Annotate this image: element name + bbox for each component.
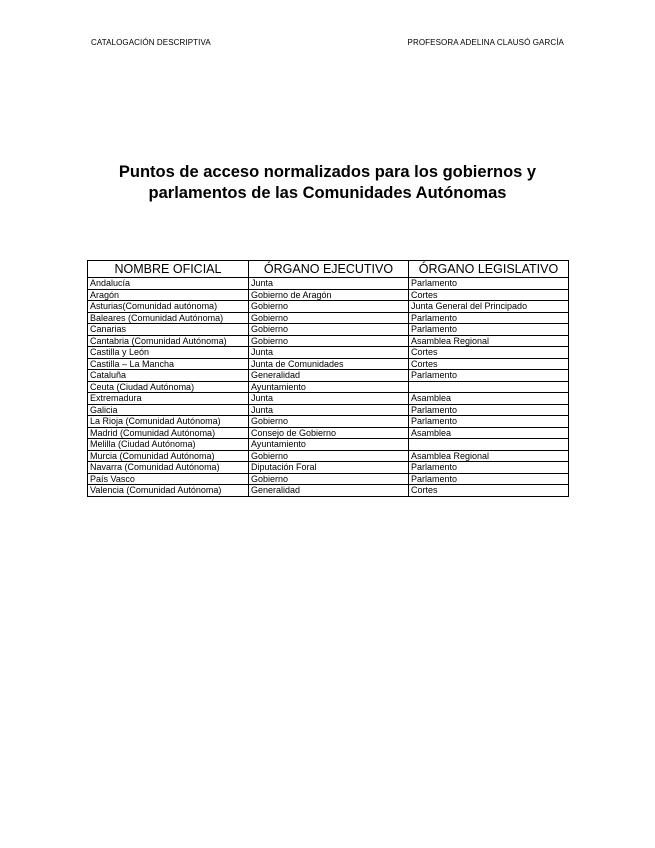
cell-organo-ejecutivo: Gobierno xyxy=(249,473,409,485)
table-row xyxy=(88,278,569,290)
cell-organo-ejecutivo: Junta xyxy=(249,404,409,416)
cell-organo-legislativo: Asamblea xyxy=(409,427,569,439)
table-row xyxy=(88,450,569,462)
cell-organo-ejecutivo: Consejo de Gobierno xyxy=(249,427,409,439)
cell-organo-legislativo: Cortes xyxy=(409,347,569,359)
cell-nombre-oficial: Asturias(Comunidad autónoma) xyxy=(88,301,249,313)
cell-organo-ejecutivo: Junta de Comunidades xyxy=(249,358,409,370)
cell-organo-legislativo: Parlamento xyxy=(409,404,569,416)
cell-nombre-oficial: Baleares (Comunidad Autónoma) xyxy=(88,312,249,324)
cell-nombre-oficial: Andalucía xyxy=(88,278,249,290)
table-row xyxy=(88,427,569,439)
cell-nombre-oficial: Valencia (Comunidad Autónoma) xyxy=(88,485,249,497)
cell-organo-ejecutivo: Gobierno xyxy=(249,301,409,313)
table-row xyxy=(88,462,569,474)
cell-organo-ejecutivo: Ayuntamiento xyxy=(249,439,409,451)
cell-nombre-oficial: Ceuta (Ciudad Autónoma) xyxy=(88,381,249,393)
table-row xyxy=(88,416,569,428)
cell-nombre-oficial: Cataluña xyxy=(88,370,249,382)
table-row xyxy=(88,393,569,405)
table-header-row xyxy=(88,261,569,278)
cell-organo-legislativo xyxy=(409,381,569,393)
cell-organo-legislativo: Parlamento xyxy=(409,462,569,474)
cell-organo-legislativo: Junta General del Principado xyxy=(409,301,569,313)
header-right-text: PROFESORA ADELINA CLAUSÓ GARCÍA xyxy=(407,38,564,47)
cell-organo-legislativo: Parlamento xyxy=(409,370,569,382)
cell-organo-ejecutivo: Ayuntamiento xyxy=(249,381,409,393)
table-row xyxy=(88,289,569,301)
cell-nombre-oficial: Cantabria (Comunidad Autónoma) xyxy=(88,335,249,347)
cell-organo-legislativo: Parlamento xyxy=(409,278,569,290)
title-line-2: parlamentos de las Comunidades Autónomas xyxy=(148,184,507,202)
cell-organo-legislativo: Parlamento xyxy=(409,324,569,336)
table-row xyxy=(88,358,569,370)
cell-organo-legislativo: Parlamento xyxy=(409,312,569,324)
cell-organo-legislativo: Cortes xyxy=(409,485,569,497)
cell-organo-legislativo: Parlamento xyxy=(409,416,569,428)
cell-organo-legislativo: Asamblea Regional xyxy=(409,335,569,347)
table-row xyxy=(88,485,569,497)
cell-organo-legislativo: Cortes xyxy=(409,289,569,301)
table-row xyxy=(88,473,569,485)
title-line-1: Puntos de acceso normalizados para los gobiernos y xyxy=(118,163,537,181)
cell-organo-ejecutivo: Gobierno xyxy=(249,312,409,324)
table-row xyxy=(88,381,569,393)
column-header-organo-ejecutivo: ÓRGANO EJECUTIVO xyxy=(249,261,409,278)
cell-organo-legislativo: Asamblea Regional xyxy=(409,450,569,462)
cell-organo-ejecutivo: Junta xyxy=(249,393,409,405)
cell-nombre-oficial: País Vasco xyxy=(88,473,249,485)
cell-organo-ejecutivo: Junta xyxy=(249,347,409,359)
cell-organo-ejecutivo: Generalidad xyxy=(249,370,409,382)
document-title xyxy=(70,162,585,204)
cell-nombre-oficial: Castilla – La Mancha xyxy=(88,358,249,370)
header-left-text: CATALOGACIÓN DESCRIPTIVA xyxy=(91,38,211,47)
table-row xyxy=(88,335,569,347)
access-points-table xyxy=(87,260,569,497)
table-body xyxy=(88,278,569,497)
cell-organo-ejecutivo: Gobierno de Aragón xyxy=(249,289,409,301)
cell-nombre-oficial: Aragón xyxy=(88,289,249,301)
cell-nombre-oficial: Navarra (Comunidad Autónoma) xyxy=(88,462,249,474)
cell-organo-legislativo: Cortes xyxy=(409,358,569,370)
cell-organo-ejecutivo: Gobierno xyxy=(249,335,409,347)
cell-organo-legislativo: Parlamento xyxy=(409,473,569,485)
cell-organo-ejecutivo: Gobierno xyxy=(249,416,409,428)
cell-nombre-oficial: Castilla y León xyxy=(88,347,249,359)
cell-organo-ejecutivo: Gobierno xyxy=(249,324,409,336)
table-row xyxy=(88,404,569,416)
table-row xyxy=(88,312,569,324)
cell-organo-ejecutivo: Diputación Foral xyxy=(249,462,409,474)
table-row xyxy=(88,324,569,336)
cell-nombre-oficial: Melilla (Ciudad Autónoma) xyxy=(88,439,249,451)
cell-nombre-oficial: La Rioja (Comunidad Autónoma) xyxy=(88,416,249,428)
cell-nombre-oficial: Extremadura xyxy=(88,393,249,405)
table-row xyxy=(88,370,569,382)
cell-organo-legislativo xyxy=(409,439,569,451)
cell-nombre-oficial: Madrid (Comunidad Autónoma) xyxy=(88,427,249,439)
cell-nombre-oficial: Murcia (Comunidad Autónoma) xyxy=(88,450,249,462)
table-row xyxy=(88,301,569,313)
cell-organo-ejecutivo: Junta xyxy=(249,278,409,290)
table-row xyxy=(88,439,569,451)
cell-organo-ejecutivo: Gobierno xyxy=(249,450,409,462)
cell-nombre-oficial: Canarias xyxy=(88,324,249,336)
cell-organo-ejecutivo: Generalidad xyxy=(249,485,409,497)
cell-nombre-oficial: Galicia xyxy=(88,404,249,416)
table-row xyxy=(88,347,569,359)
column-header-organo-legislativo: ÓRGANO LEGISLATIVO xyxy=(409,261,569,278)
cell-organo-legislativo: Asamblea xyxy=(409,393,569,405)
column-header-nombre-oficial: NOMBRE OFICIAL xyxy=(88,261,249,278)
